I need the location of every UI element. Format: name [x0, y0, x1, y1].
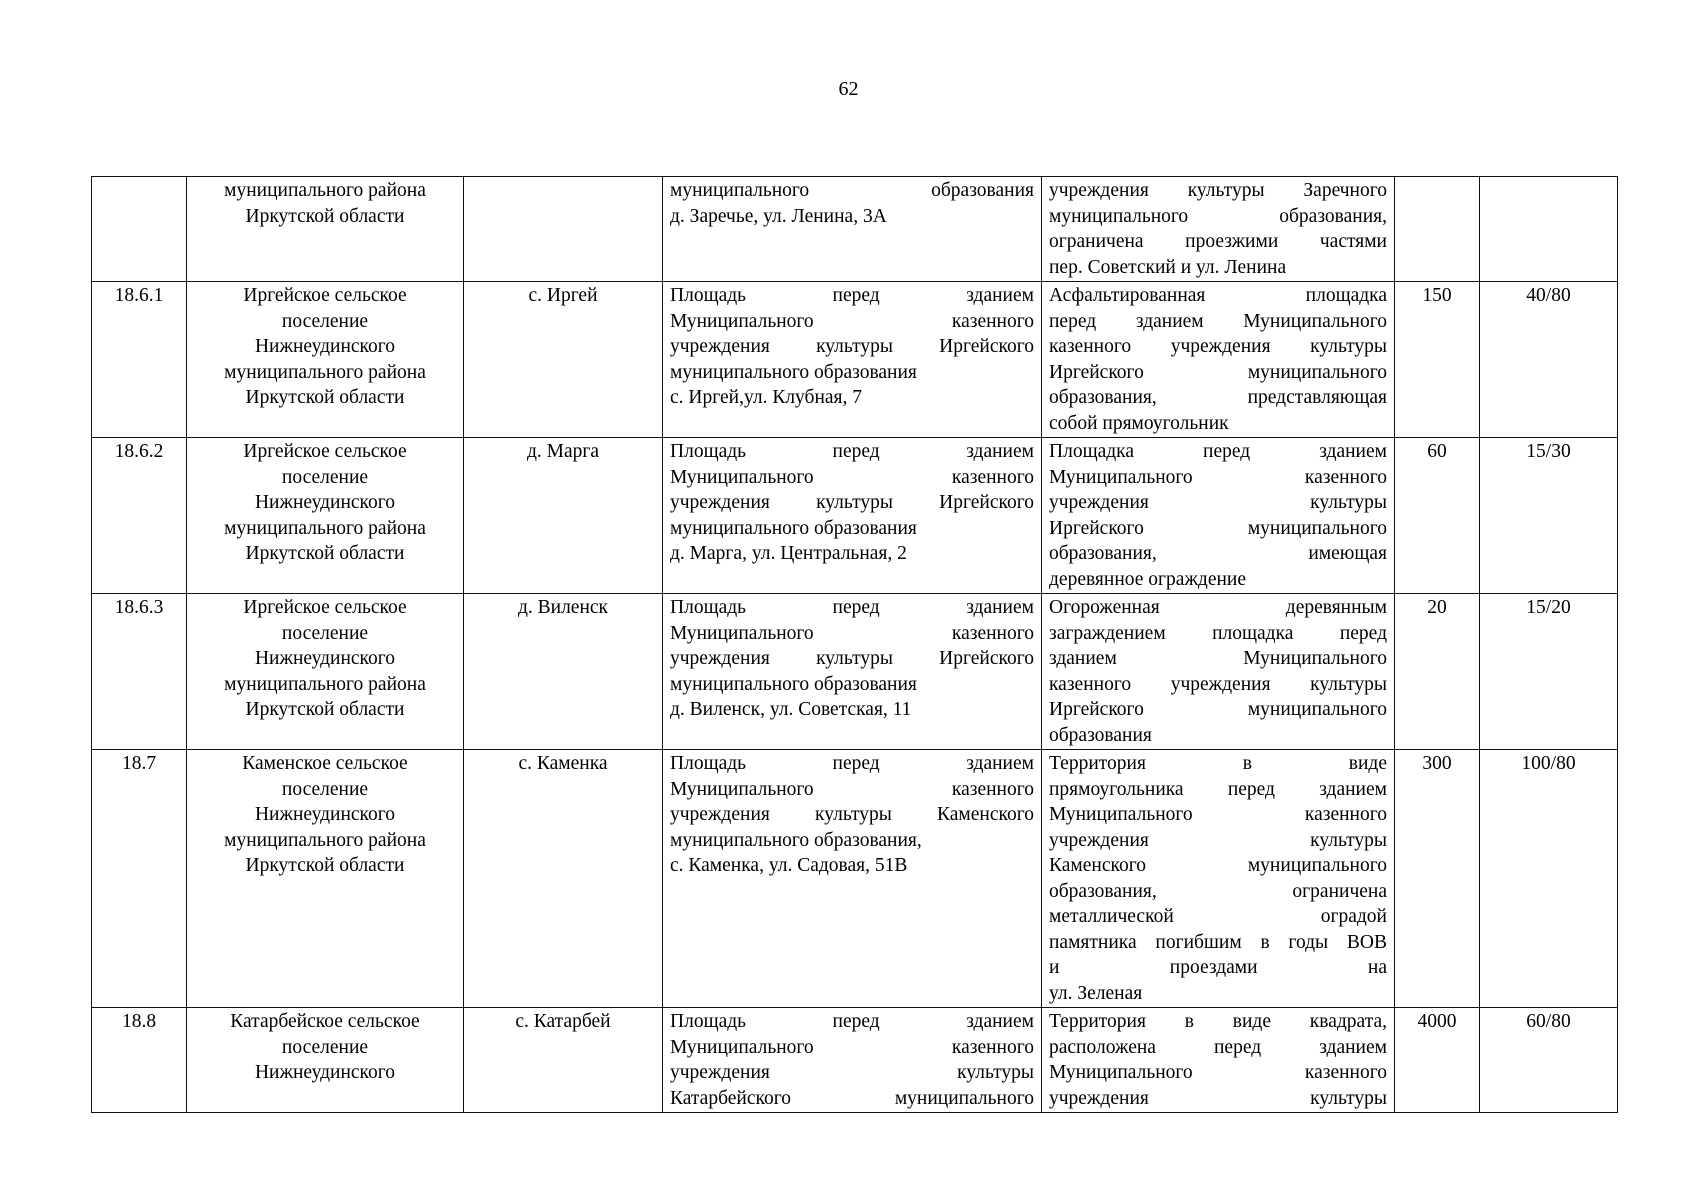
text-line: образования, представляющая	[1049, 387, 1387, 408]
text-line: металлической оградой	[1049, 906, 1387, 927]
settlement-line: муниципального района	[224, 829, 426, 851]
settlement-line: Нижнеудинского	[254, 492, 396, 513]
cell-address	[663, 1008, 1042, 1113]
text-line: пер. Советский и ул. Ленина	[1049, 256, 1287, 278]
text-line: образования, имеющая	[1049, 543, 1387, 564]
settlement-line: Иркутской области	[245, 387, 405, 408]
text-line: муниципального образования	[670, 517, 917, 539]
settlement-line: Нижнеудинского	[254, 648, 396, 669]
text-line: учреждения культуры Иргейского	[670, 648, 1034, 669]
text-line: Каменского муниципального	[1049, 855, 1387, 876]
cell-address	[663, 438, 1042, 594]
cell-settlement	[187, 1008, 464, 1113]
text-line: образования, ограничена	[1049, 880, 1387, 902]
cell-description	[1042, 282, 1395, 438]
cell-settlement	[187, 750, 464, 1008]
cell-number	[92, 177, 187, 282]
cell-ratio: 40/80	[1480, 282, 1618, 438]
cell-ratio: 100/80	[1480, 750, 1618, 1008]
cell-address	[663, 282, 1042, 438]
text-line: заграждением площадка перед	[1049, 622, 1387, 644]
text-line: Территория в виде	[1049, 753, 1387, 774]
text-line: Площадь перед зданием	[670, 597, 1034, 618]
settlement-line: Иргейское сельское	[243, 441, 407, 462]
text-line: зданием Муниципального	[1049, 648, 1387, 669]
text-line: муниципального образования,	[1049, 205, 1387, 227]
text-line: Огороженная деревянным	[1049, 597, 1387, 618]
text-line: Площадь перед зданием	[670, 441, 1034, 462]
settlement-line: муниципального района	[224, 517, 426, 539]
text-line: учреждения культуры Заречного	[1049, 180, 1387, 201]
cell-locality: д. Марга	[464, 438, 663, 594]
text-line: д. Виленск, ул. Советская, 11	[670, 699, 912, 720]
settlement-line: Иркутской области	[245, 699, 405, 720]
settlement-line: Иргейское сельское	[243, 285, 407, 306]
table-row	[92, 438, 1618, 594]
text-line: Муниципального казенного	[670, 778, 1034, 800]
settlement-line: Нижнеудинского	[254, 804, 396, 825]
text-line: Муниципального казенного	[1049, 804, 1387, 825]
settlement-line: муниципального района	[224, 361, 426, 383]
text-line: казенного учреждения культуры	[1049, 336, 1387, 357]
cell-capacity: 20	[1395, 594, 1480, 750]
settlement-line: Иркутской области	[245, 543, 405, 564]
text-line: Иргейского муниципального	[1049, 517, 1387, 539]
cell-settlement	[187, 282, 464, 438]
facilities-table	[91, 176, 1618, 1113]
text-line: учреждения культуры Иргейского	[670, 336, 1034, 357]
text-line: учреждения культуры Иргейского	[670, 492, 1034, 513]
table-row	[92, 1008, 1618, 1113]
cell-description	[1042, 177, 1395, 282]
text-line: учреждения культуры Каменского	[670, 804, 1034, 825]
cell-capacity: 60	[1395, 438, 1480, 594]
settlement-line: Нижнеудинского	[254, 1062, 396, 1083]
table-row	[92, 282, 1618, 438]
text-line: муниципального образования	[670, 673, 917, 695]
cell-address	[663, 594, 1042, 750]
cell-ratio: 60/80	[1480, 1008, 1618, 1113]
text-line: Площадка перед зданием	[1049, 441, 1387, 462]
settlement-line: поселение	[281, 778, 369, 800]
cell-settlement	[187, 438, 464, 594]
settlement-line: Катарбейское сельское	[230, 1011, 420, 1032]
text-line: прямоугольника перед зданием	[1049, 778, 1387, 800]
text-line: с. Иргей,ул. Клубная, 7	[670, 387, 863, 408]
text-line: учреждения культуры	[670, 1062, 1034, 1083]
cell-locality	[464, 177, 663, 282]
table-row	[92, 750, 1618, 1008]
cell-ratio: 15/20	[1480, 594, 1618, 750]
text-line: муниципального образования,	[670, 829, 922, 851]
text-line: Муниципального казенного	[670, 622, 1034, 644]
settlement-line: муниципального района	[224, 180, 426, 201]
cell-number: 18.6.3	[92, 594, 187, 750]
cell-settlement	[187, 177, 464, 282]
text-line: учреждения культуры	[1049, 1087, 1387, 1109]
settlement-line: поселение	[281, 1036, 369, 1058]
text-line: и проездами на	[1049, 957, 1387, 978]
table-row	[92, 594, 1618, 750]
settlement-line: Иркутской области	[245, 205, 405, 227]
page-number: 62	[838, 78, 859, 100]
text-line: Иргейского муниципального	[1049, 699, 1387, 720]
cell-capacity: 4000	[1395, 1008, 1480, 1113]
text-line: Территория в виде квадрата,	[1049, 1011, 1387, 1032]
text-line: Муниципального казенного	[670, 1036, 1034, 1058]
cell-description	[1042, 750, 1395, 1008]
cell-description	[1042, 438, 1395, 594]
cell-capacity: 300	[1395, 750, 1480, 1008]
text-line: Площадь перед зданием	[670, 753, 1034, 774]
text-line: муниципального образования	[670, 180, 1034, 201]
settlement-line: Иргейское сельское	[243, 597, 407, 618]
text-line: Катарбейского муниципального	[670, 1087, 1034, 1109]
text-line: перед зданием Муниципального	[1049, 310, 1387, 332]
text-line: Асфальтированная площадка	[1049, 285, 1387, 306]
settlement-line: поселение	[281, 466, 369, 488]
cell-number: 18.6.1	[92, 282, 187, 438]
text-line: с. Каменка, ул. Садовая, 51В	[670, 855, 908, 876]
text-line: Муниципального казенного	[1049, 1062, 1387, 1083]
cell-locality: с. Иргей	[464, 282, 663, 438]
cell-number: 18.6.2	[92, 438, 187, 594]
cell-capacity: 150	[1395, 282, 1480, 438]
cell-capacity	[1395, 177, 1480, 282]
settlement-line: Каменское сельское	[242, 753, 408, 774]
settlement-line: муниципального района	[224, 673, 426, 695]
text-line: Муниципального казенного	[670, 310, 1034, 332]
cell-ratio	[1480, 177, 1618, 282]
cell-description	[1042, 594, 1395, 750]
cell-locality: с. Каменка	[464, 750, 663, 1008]
cell-address	[663, 750, 1042, 1008]
text-line: муниципального образования	[670, 361, 917, 383]
settlement-line: поселение	[281, 310, 369, 332]
text-line: образования	[1049, 724, 1152, 746]
text-line: Муниципального казенного	[1049, 466, 1387, 488]
cell-description	[1042, 1008, 1395, 1113]
table-row	[92, 177, 1618, 282]
text-line: Иргейского муниципального	[1049, 361, 1387, 383]
cell-locality: д. Виленск	[464, 594, 663, 750]
text-line: ул. Зеленая	[1049, 982, 1143, 1004]
cell-address	[663, 177, 1042, 282]
text-line: учреждения культуры	[1049, 829, 1387, 851]
text-line: ограничена проезжими частями	[1049, 231, 1387, 252]
cell-number: 18.8	[92, 1008, 187, 1113]
text-line: собой прямоугольник	[1049, 412, 1229, 434]
cell-locality: с. Катарбей	[464, 1008, 663, 1113]
table-body	[92, 177, 1618, 1113]
text-line: Площадь перед зданием	[670, 1011, 1034, 1032]
settlement-line: Нижнеудинского	[254, 336, 396, 357]
text-line: памятника погибшим в годы ВОВ	[1049, 931, 1387, 953]
text-line: расположена перед зданием	[1049, 1036, 1387, 1058]
cell-settlement	[187, 594, 464, 750]
settlement-line: Иркутской области	[245, 855, 405, 876]
settlement-line: поселение	[281, 622, 369, 644]
cell-ratio: 15/30	[1480, 438, 1618, 594]
text-line: казенного учреждения культуры	[1049, 673, 1387, 695]
text-line: Площадь перед зданием	[670, 285, 1034, 306]
text-line: учреждения культуры	[1049, 492, 1387, 513]
text-line: деревянное ограждение	[1049, 568, 1247, 590]
text-line: Муниципального казенного	[670, 466, 1034, 488]
text-line: д. Марга, ул. Центральная, 2	[670, 543, 907, 564]
text-line: д. Заречье, ул. Ленина, 3А	[670, 205, 887, 227]
cell-number: 18.7	[92, 750, 187, 1008]
